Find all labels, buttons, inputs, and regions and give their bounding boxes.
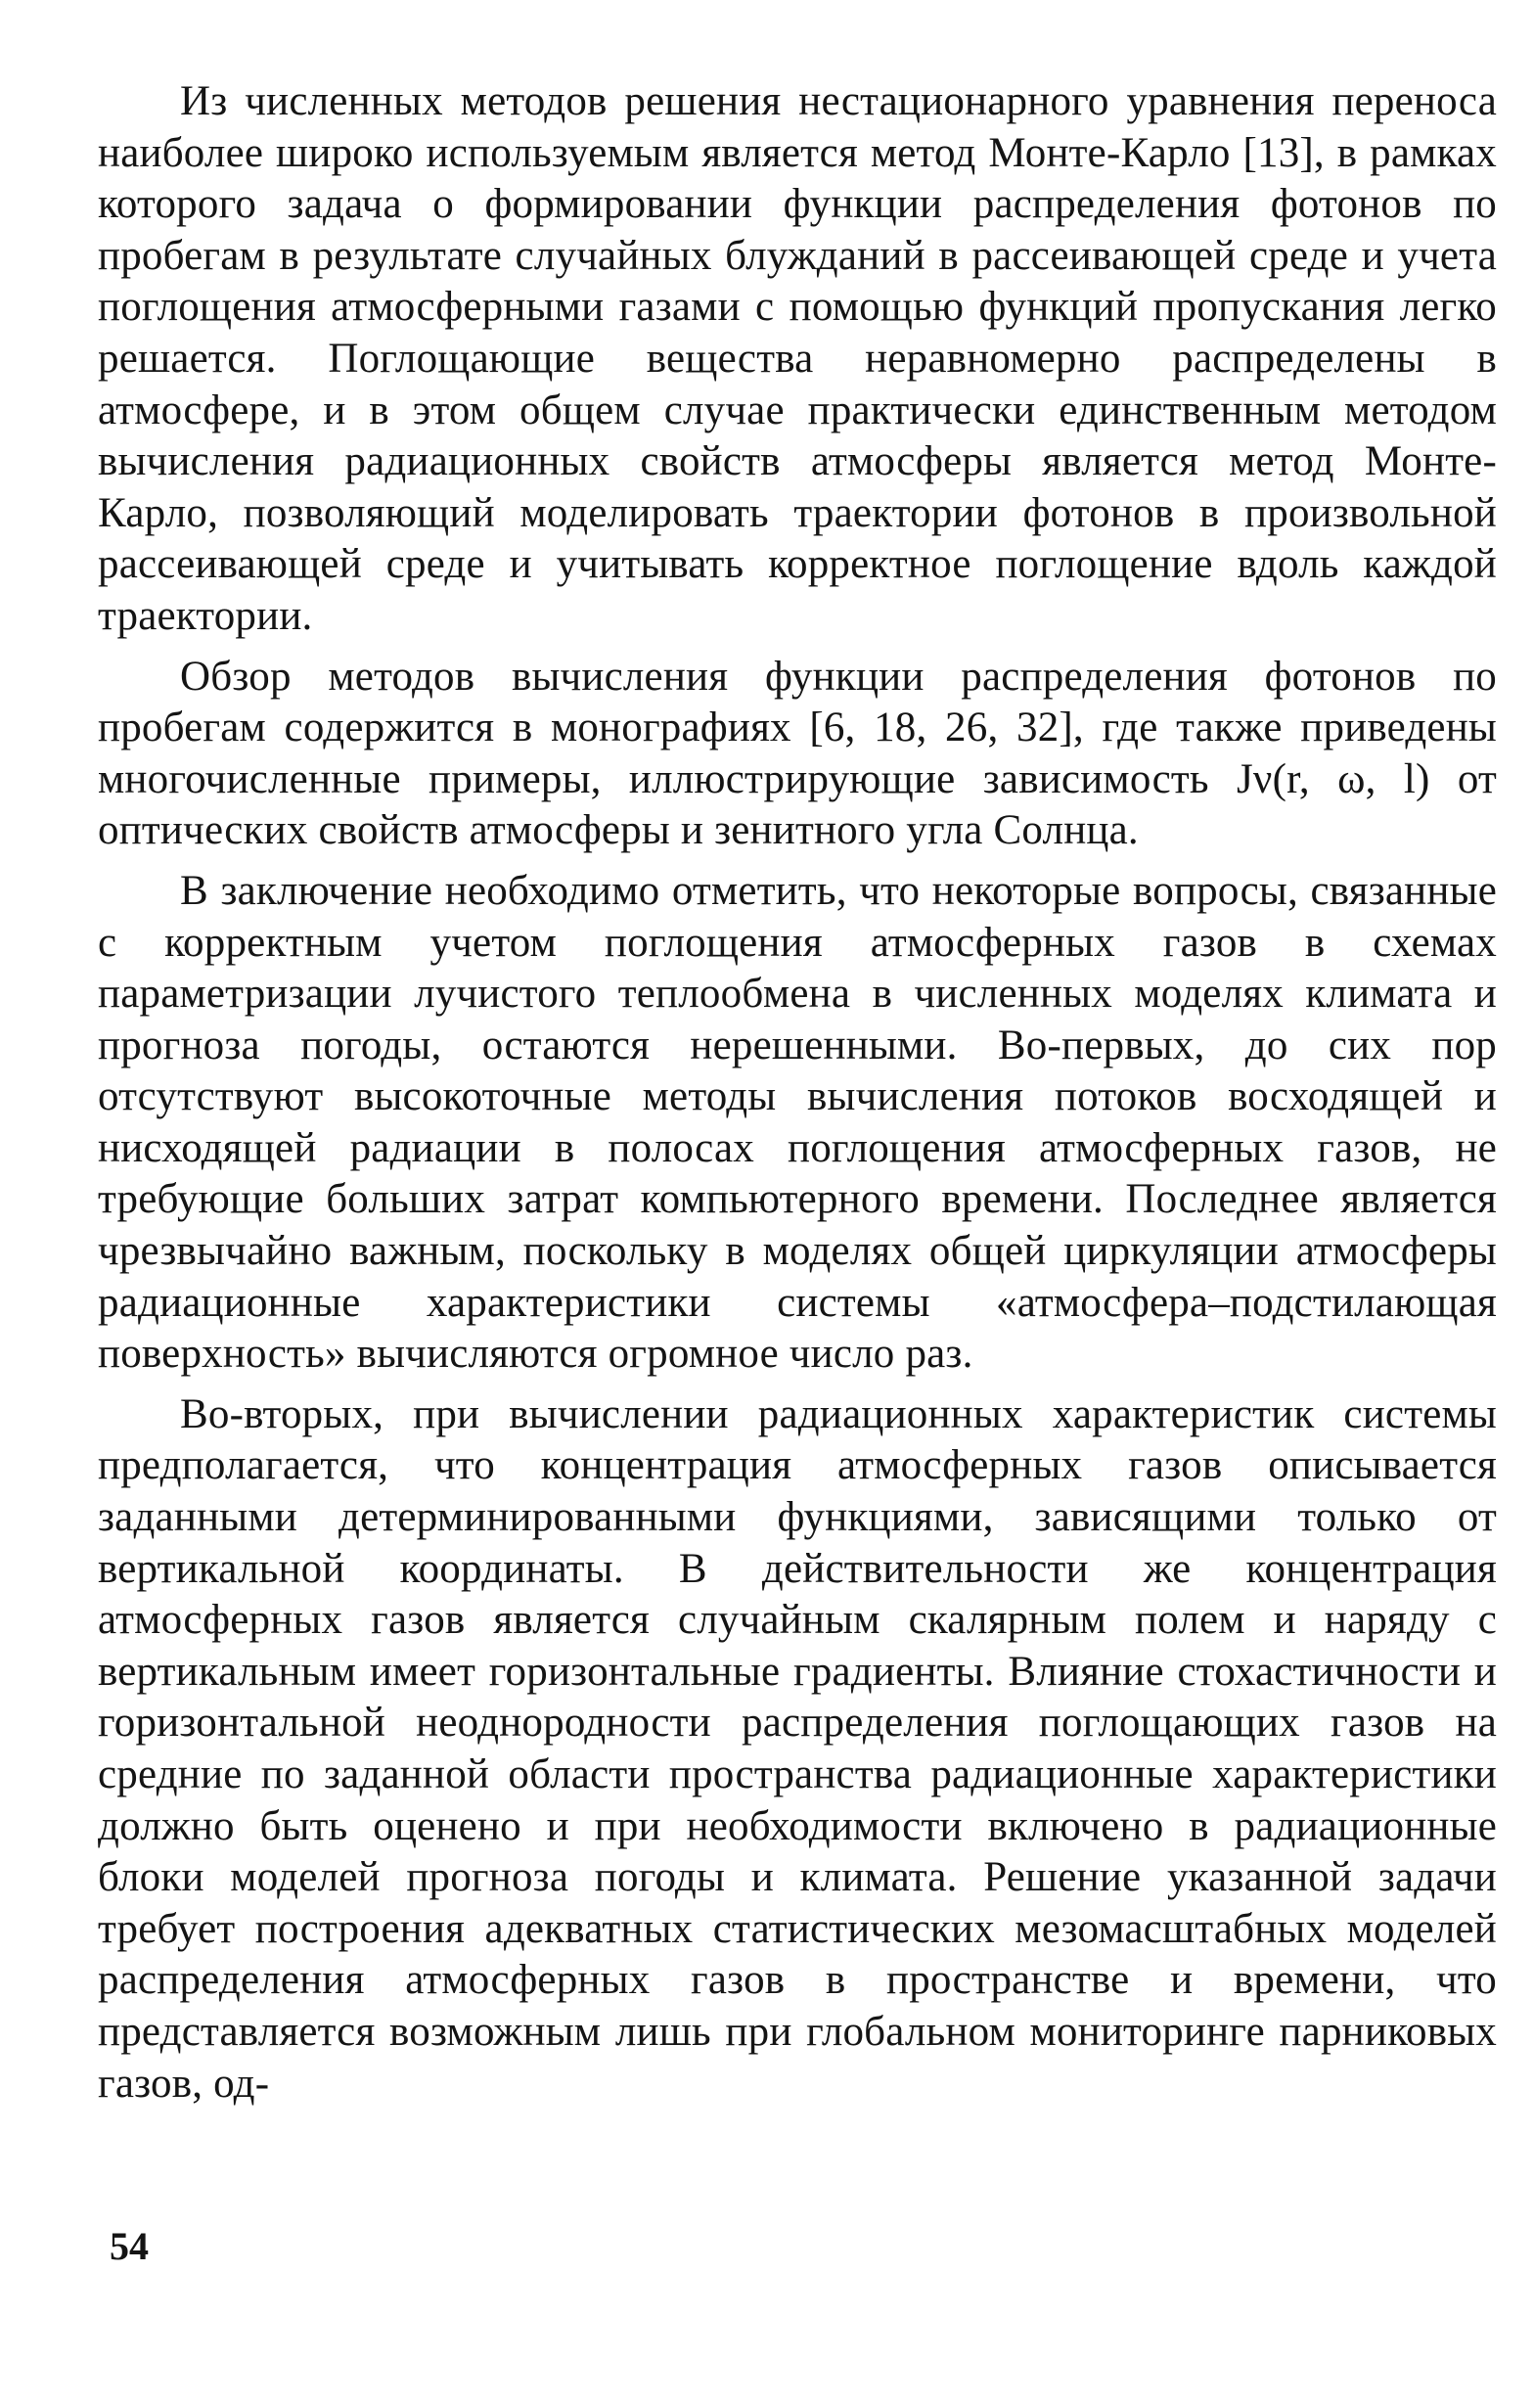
paragraph-conclusion: В заключение необходимо отметить, что некоторые вопросы, связанные с корректным учетом поглощения атмосферных газов в схемах параметризации лучистого теплообмена в численных моделях климата и прогноза погоды, остаются нерешенными. Во-первых, до сих пор отсутствуют высокоточные методы вычисления потоков восходящей и нисходящей радиации в полосах поглощения атмосферных газов, не требующие больших затрат компьютерного времени. Последнее является чрезвычайно важным, поскольку в моделях общей циркуляции атмосферы радиационные характеристики системы «атмосфера–подстилающая поверхность» вычисляются огромное число раз. bbox=[98, 867, 1497, 1378]
page-body bbox=[98, 76, 1497, 2118]
paragraph-methods-review: Обзор методов вычисления функции распределения фотонов по пробегам содержится в монографиях [6, 18, 26, 32], где также приведены многочисленные примеры, иллюстрирующие зависимость Jν(r, ω, l) от оптических свойств атмосферы и зенитного угла Солнца. bbox=[98, 653, 1497, 854]
paragraph-monte-carlo-method: Из численных методов решения нестационарного уравнения переноса наиболее широко используемым является метод Монте-Карло [13], в рамках которого задача о формировании функции распределения фотонов по пробегам в результате случайных блужданий в рассеивающей среде и учета поглощения атмосферными газами с помощью функций пропускания легко решается. Поглощающие вещества неравномерно распределены в атмосфере, и в этом общем случае практически единственным методом вычисления радиационных свойств атмосферы является метод Монте-Карло, позволяющий моделировать траектории фотонов в произвольной рассеивающей среде и учитывать корректное поглощение вдоль каждой траектории. bbox=[98, 78, 1497, 639]
paragraph-secondly: Во-вторых, при вычислении радиационных характеристик системы предполагается, что концентрация атмосферных газов описывается заданными детерминированными функциями, зависящими только от вертикальной координаты. В действительности же концентрация атмосферных газов является случайным скалярным полем и наряду с вертикальным имеет горизонтальные градиенты. Влияние стохастичности и горизонтальной неоднородности распределения поглощающих газов на средние по заданной области пространства радиационные характеристики должно быть оценено и при необходимости включено в радиационные блоки моделей прогноза погоды и климата. Решение указанной задачи требует построения адекватных статистических мезомасштабных моделей распределения атмосферных газов в пространстве и времени, что представляется возможным лишь при глобальном мониторинге парниковых газов, од- bbox=[98, 1390, 1497, 2107]
page-number: 54 bbox=[110, 2224, 149, 2268]
